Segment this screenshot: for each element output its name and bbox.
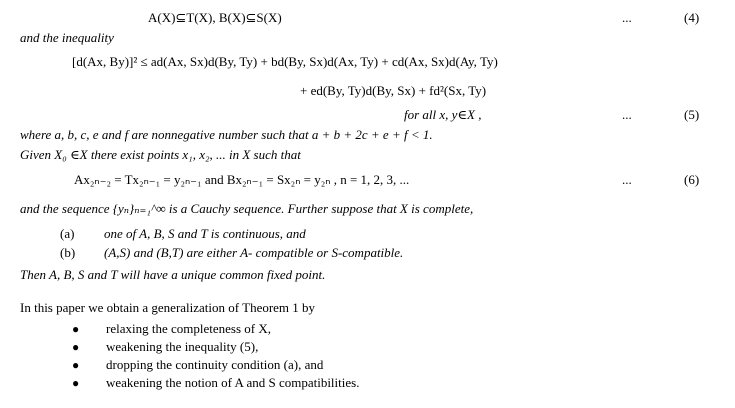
equation-4: A(X)⊆T(X), B(X)⊆S(X) [148, 10, 282, 25]
list-item-text: weakening the notion of A and S compatibilities. [106, 375, 360, 390]
bullet-icon: ● [72, 322, 80, 336]
intro-paragraph: In this paper we obtain a generalization of Theorem 1 by [20, 300, 316, 315]
list-item [60, 320, 359, 338]
condition-a-label: (a) [60, 226, 75, 241]
equation-6: Ax₂ₙ₋₂ = Tx₂ₙ₋₁ = y₂ₙ₋₁ and Bx₂ₙ₋₁ = Sx₂ₙ = y₂ₙ , n = 1, 2, 3, ... [74, 172, 410, 187]
equation-4-number: (4) [684, 10, 700, 25]
bullet-icon: ● [72, 340, 80, 354]
where-condition-text: where a, b, c, e and f are nonnegative number such that a + b + 2c + e + f < 1. [20, 127, 433, 142]
equation-6-dots: ... [622, 172, 632, 187]
condition-a [60, 226, 306, 242]
and-inequality-text: and the inequality [20, 30, 114, 45]
condition-b-text: (A,S) and (B,T) are either A- compatible or S-compatible. [104, 245, 404, 260]
list-item [60, 338, 359, 356]
generalization-list [60, 320, 359, 392]
list-item [60, 374, 359, 392]
equation-5-dots: ... [622, 107, 632, 122]
forall-text: for all x, y∈X , [404, 107, 482, 122]
list-item [60, 356, 359, 374]
list-item-text: dropping the continuity condition (a), and [106, 357, 324, 372]
equation-6-number: (6) [684, 172, 700, 187]
condition-a-text: one of A, B, S and T is continuous, and [104, 226, 306, 241]
condition-b [60, 245, 403, 261]
condition-b-label: (b) [60, 245, 76, 260]
bullet-icon: ● [72, 358, 80, 372]
equation-4-dots: ... [622, 10, 632, 25]
inequality-line-2: + ed(By, Ty)d(By, Sx) + fd²(Sx, Ty) [300, 83, 487, 98]
equation-5-number: (5) [684, 107, 700, 122]
list-item-text: weakening the inequality (5), [106, 339, 259, 354]
given-points-text: Given X₀ ∈X there exist points x₁, x₂, ... in X such that [20, 147, 301, 162]
inequality-line-1: [d(Ax, By)]² ≤ ad(Ax, Sx)d(By, Ty) + bd(By, Sx)d(Ax, Ty) + cd(Ax, Sx)d(Ay, Ty) [72, 54, 498, 69]
bullet-icon: ● [72, 376, 80, 390]
cauchy-sequence-text: and the sequence {yₙ}ₙ₌₁^∞ is a Cauchy sequence. Further suppose that X is complete, [20, 201, 474, 216]
list-item-text: relaxing the completeness of X, [106, 321, 271, 336]
conclusion-text: Then A, B, S and T will have a unique common fixed point. [20, 267, 326, 282]
